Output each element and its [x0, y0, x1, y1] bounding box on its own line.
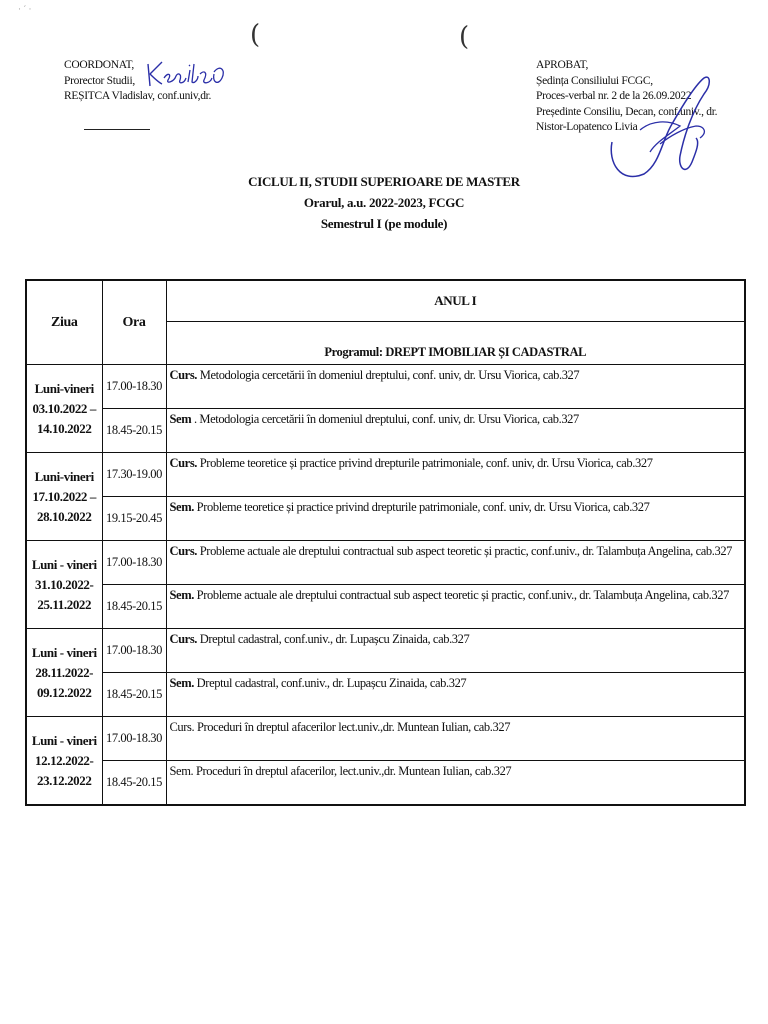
day-range-cell — [26, 365, 102, 453]
table-row — [26, 409, 745, 453]
scan-marks: · ´ · — [18, 4, 32, 14]
time-cell: 17.00-18.30 — [102, 541, 166, 585]
day-range-cell — [26, 453, 102, 541]
class-cell — [166, 365, 745, 409]
class-type: Curs. — [169, 368, 198, 382]
class-type: Curs. — [169, 456, 198, 470]
class-description: Sem. Proceduri în dreptul afacerilor, lect.univ.,dr. Muntean Iulian, cab.327 — [169, 764, 512, 778]
date-end: 25.11.2022 — [37, 596, 92, 612]
day-label: Luni-vineri — [34, 468, 94, 484]
column-header-time: Ora — [102, 280, 166, 365]
class-description: Dreptul cadastral, conf.univ., dr. Lupașcu Zinaida, cab.327 — [197, 632, 470, 646]
class-type: Sem. — [169, 500, 194, 514]
semester-title: Semestrul I (pe module) — [320, 216, 448, 231]
program-header: Programul: DREPT IMOBILIAR ȘI CADASTRAL — [166, 322, 745, 365]
class-cell — [166, 541, 745, 585]
day-label: Luni-vineri — [34, 380, 94, 396]
day-label: Luni - vineri — [31, 644, 97, 660]
schedule-title: Orarul, a.u. 2022-2023, FCGC — [303, 195, 465, 210]
date-start: 31.10.2022- — [35, 576, 94, 592]
class-cell — [166, 761, 745, 806]
time-cell: 17.30-19.00 — [102, 453, 166, 497]
coordination-person: REȘITCA Vladislav, conf.univ,dr. — [64, 90, 212, 102]
time-cell: 17.00-18.30 — [102, 717, 166, 761]
time-cell: 17.00-18.30 — [102, 365, 166, 409]
year-header: ANUL I — [166, 280, 745, 322]
approval-label: APROBAT, — [536, 59, 589, 71]
approval-president: Președinte Consiliu, Decan, conf.univ., dr. — [536, 105, 718, 118]
class-type: Curs. — [169, 632, 198, 646]
coordination-label: COORDONAT, — [64, 59, 134, 71]
approval-minutes: Proces-verbal nr. 2 de la 26.09.2022 — [536, 90, 692, 102]
class-cell — [166, 629, 745, 673]
date-start: 17.10.2022 – — [32, 488, 96, 504]
table-header-row — [26, 280, 745, 322]
punch-hole-mark-right: ( — [459, 22, 470, 52]
class-type: Sem. — [169, 676, 194, 690]
class-description: Curs. Proceduri în dreptul afacerilor lect.univ.,dr. Muntean Iulian, cab.327 — [169, 720, 511, 734]
schedule-table — [25, 279, 746, 806]
class-cell — [166, 673, 745, 717]
date-start: 12.12.2022- — [35, 752, 94, 768]
table-row — [26, 673, 745, 717]
day-range-cell — [26, 629, 102, 717]
date-end: 28.10.2022 — [36, 508, 92, 524]
table-row — [26, 453, 745, 497]
punch-hole-mark-left: ( — [250, 20, 261, 50]
class-description: Probleme teoretice și practice privind drepturile patrimoniale, conf. univ, dr. Ursu Viorica, cab.327 — [197, 456, 653, 470]
class-cell — [166, 585, 745, 629]
date-end: 14.10.2022 — [36, 420, 92, 436]
date-start: 03.10.2022 – — [32, 400, 96, 416]
class-description: Dreptul cadastral, conf.univ., dr. Lupașcu Zinaida, cab.327 — [193, 676, 467, 690]
signature-left-image — [142, 54, 228, 90]
table-row — [26, 761, 745, 806]
column-header-day: Ziua — [26, 280, 102, 365]
approval-person: Nistor-Lopatenco Livia — [536, 121, 638, 133]
class-description: . Metodologia cercetării în domeniul dreptului, conf. univ, dr. Ursu Viorica, cab.327 — [191, 412, 579, 426]
date-end: 09.12.2022 — [36, 684, 92, 700]
table-row — [26, 497, 745, 541]
class-description: Probleme actuale ale dreptului contractual sub aspect teoretic și practic, conf.univ., dr. Talambuța Angelina, cab.327 — [193, 588, 729, 602]
date-end: 23.12.2022 — [36, 772, 92, 788]
table-row — [26, 365, 745, 409]
signature-underline — [84, 129, 150, 130]
time-cell: 18.45-20.15 — [102, 409, 166, 453]
time-cell: 18.45-20.15 — [102, 673, 166, 717]
approval-council: Ședința Consiliului FCGC, — [536, 74, 653, 87]
class-cell — [166, 453, 745, 497]
table-row — [26, 629, 745, 673]
class-description: Probleme teoretice și practice privind drepturile patrimoniale, conf. univ, dr. Ursu Viorica, cab.327 — [193, 500, 650, 514]
coordination-role: Prorector Studii, — [64, 74, 135, 87]
table-row — [26, 717, 745, 761]
time-cell: 17.00-18.30 — [102, 629, 166, 673]
table-row — [26, 541, 745, 585]
table-row — [26, 585, 745, 629]
class-type: Sem — [169, 412, 192, 426]
day-range-cell — [26, 541, 102, 629]
class-type: Sem. — [169, 588, 194, 602]
class-cell — [166, 497, 745, 541]
class-description: Metodologia cercetării în domeniul dreptului, conf. univ, dr. Ursu Viorica, cab.327 — [197, 368, 580, 382]
time-cell: 18.45-20.15 — [102, 585, 166, 629]
class-description: Probleme actuale ale dreptului contractual sub aspect teoretic și practic, conf.univ., dr. Talambuța Angelina, cab.327 — [197, 544, 733, 558]
time-cell: 19.15-20.45 — [102, 497, 166, 541]
day-label: Luni - vineri — [31, 556, 97, 572]
cycle-title: CICLUL II, STUDII SUPERIOARE DE MASTER — [248, 174, 520, 189]
class-cell — [166, 717, 745, 761]
time-cell: 18.45-20.15 — [102, 761, 166, 806]
day-range-cell — [26, 717, 102, 806]
day-label: Luni - vineri — [31, 732, 97, 748]
class-type: Curs. — [169, 544, 198, 558]
class-cell — [166, 409, 745, 453]
date-start: 28.11.2022- — [35, 664, 94, 680]
